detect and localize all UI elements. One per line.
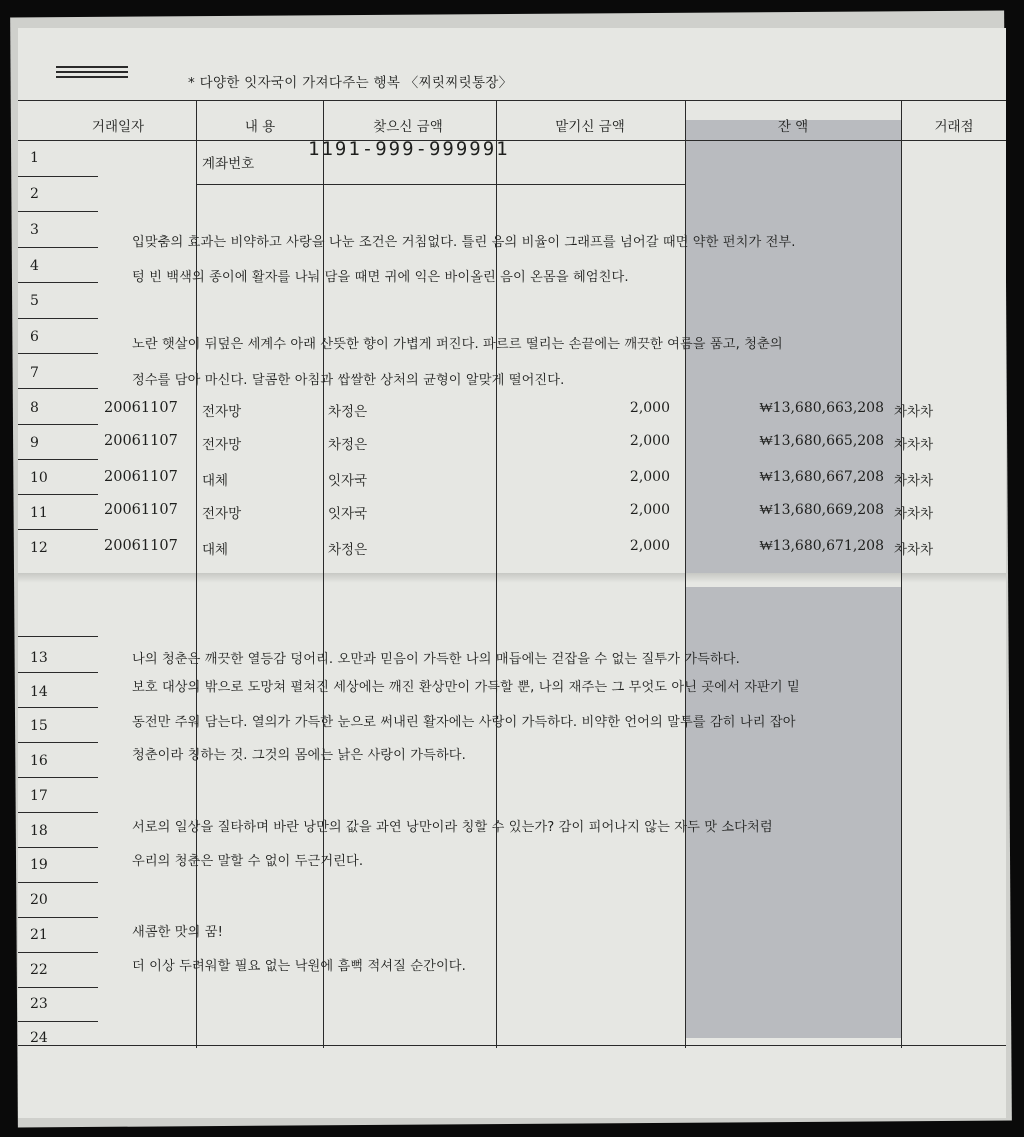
- slogan: * 다양한 잇자국이 가져다주는 행복 〈찌릿찌릿통장〉: [188, 75, 513, 91]
- poem-line: 노란 햇살이 뒤덮은 세계수 아래 산뜻한 향이 가볍게 퍼진다. 파르르 떨리는 손끝에는 깨끗한 여름을 품고, 청춘의: [132, 337, 783, 352]
- row-rule: [18, 742, 98, 743]
- row-number: 1: [30, 150, 39, 166]
- row-rule: [18, 459, 98, 460]
- row-number: 23: [30, 996, 48, 1012]
- txn-payee: 차정은: [328, 404, 368, 420]
- row-number: 17: [30, 788, 48, 804]
- txn-date: 20061107: [104, 469, 178, 485]
- txn-content: 전자망: [202, 437, 242, 453]
- poem-line: 우리의 청춘은 말할 수 없이 두근거린다.: [132, 854, 364, 869]
- row-rule: [18, 987, 98, 988]
- footer-line: [18, 1045, 1006, 1046]
- row-rule: [18, 812, 98, 813]
- poem-line: 입맞춤의 효과는 비약하고 사랑을 나눈 조건은 거침없다. 틀린 음의 비율이 그래프를 넘어갈 때면 약한 펀치가 전부.: [132, 235, 796, 250]
- txn-balance: ₩13,680,667,208: [759, 469, 884, 485]
- txn-branch: 차차차: [894, 542, 934, 558]
- txn-payee: 차정은: [328, 437, 368, 453]
- txn-branch: 차차차: [894, 437, 934, 453]
- row-rule: [18, 494, 98, 495]
- poem-line: 나의 청춘은 깨끗한 열등감 덩어리. 오만과 믿음이 가득한 나의 매듭에는 걷잡을 수 없는 질투가 가득하다.: [132, 652, 740, 667]
- row-number: 14: [30, 684, 48, 700]
- txn-balance: ₩13,680,665,208: [759, 433, 884, 449]
- txn-payee: 잇자국: [328, 506, 368, 522]
- account-label: 계좌번호: [202, 156, 255, 172]
- row-number: 16: [30, 753, 48, 769]
- header-bottom-line: [18, 140, 1006, 141]
- poem-line: 더 이상 두려워할 필요 없는 낙원에 흠뻑 적셔질 순간이다.: [132, 959, 466, 974]
- row-rule: [18, 282, 98, 283]
- poem-line: 보호 대상의 밖으로 도망쳐 펼쳐진 세상에는 깨진 환상만이 가득할 뿐, 나의 재주는 그 무엇도 아닌 곳에서 자판기 밑: [132, 680, 800, 695]
- page-fold: [18, 573, 1006, 587]
- account-number: 1191-999-999991: [308, 138, 510, 160]
- txn-amount: 2,000: [629, 400, 670, 416]
- row-number: 19: [30, 857, 48, 873]
- txn-date: 20061107: [104, 502, 178, 518]
- row-number: 20: [30, 892, 48, 908]
- txn-date: 20061107: [104, 433, 178, 449]
- row-number: 18: [30, 823, 48, 839]
- row-number: 24: [30, 1030, 48, 1046]
- txn-content: 전자망: [202, 404, 242, 420]
- txn-branch: 차차차: [894, 473, 934, 489]
- col-content-header: 내 용: [244, 119, 276, 135]
- col-balance-header: 잔 액: [777, 119, 809, 135]
- txn-payee: 차정은: [328, 542, 368, 558]
- row-number: 4: [30, 258, 39, 274]
- txn-amount: 2,000: [629, 433, 670, 449]
- row-rule: [18, 917, 98, 918]
- poem-line: 청춘이라 칭하는 것. 그것의 몸에는 낡은 사랑이 가득하다.: [132, 748, 466, 763]
- txn-date: 20061107: [104, 538, 178, 554]
- row-number: 10: [30, 470, 48, 486]
- row-rule: [18, 707, 98, 708]
- row-rule: [18, 636, 98, 637]
- txn-branch: 차차차: [894, 506, 934, 522]
- row-rule: [18, 777, 98, 778]
- row-rule: [18, 353, 98, 354]
- poem-line: 정수를 담아 마신다. 달콤한 아침과 쌉쌀한 상처의 균형이 알맞게 떨어진다.: [132, 373, 565, 388]
- divider-balance-bottom: [901, 588, 902, 1048]
- row-number: 8: [30, 400, 39, 416]
- col-withdrawal-header: 찾으신 금액: [373, 119, 443, 135]
- txn-balance: ₩13,680,671,208: [759, 538, 884, 554]
- row-rule: [18, 388, 98, 389]
- row-rule: [18, 247, 98, 248]
- logo-lines-icon: [56, 66, 128, 81]
- row-number: 6: [30, 329, 39, 345]
- txn-branch: 차차차: [894, 404, 934, 420]
- row-number: 22: [30, 962, 48, 978]
- header-top-line: [18, 100, 1006, 101]
- poem-line: 서로의 일상을 질타하며 바란 낭만의 값을 과연 낭만이라 칭할 수 있는가? 감이 피어나지 않는 자두 맛 소다처럼: [132, 820, 773, 835]
- row-number: 2: [30, 186, 39, 202]
- poem-line: 새콤한 맛의 꿈!: [132, 925, 224, 940]
- txn-payee: 잇자국: [328, 473, 368, 489]
- txn-amount: 2,000: [629, 538, 670, 554]
- poem-line: 동전만 주워 담는다. 열의가 가득한 눈으로 써내린 활자에는 사랑이 가득하다. 비약한 언어의 말투를 감히 나리 잡아: [132, 715, 796, 730]
- row-number: 21: [30, 927, 48, 943]
- col-deposit-header: 맡기신 금액: [555, 119, 625, 135]
- txn-balance: ₩13,680,663,208: [759, 400, 884, 416]
- row-number: 5: [30, 293, 39, 309]
- txn-content: 전자망: [202, 506, 242, 522]
- row-rule: [18, 672, 98, 673]
- row-number: 9: [30, 435, 39, 451]
- row-number: 11: [30, 505, 48, 521]
- row-rule: [18, 176, 98, 177]
- row-rule: [18, 424, 98, 425]
- row-rule: [18, 318, 98, 319]
- account-row-line: [196, 184, 685, 185]
- row-rule: [18, 952, 98, 953]
- txn-content: 대체: [202, 542, 229, 558]
- col-date-header: 거래일자: [91, 119, 145, 135]
- row-number: 7: [30, 365, 39, 381]
- txn-content: 대체: [202, 473, 229, 489]
- row-rule: [18, 1021, 98, 1022]
- col-branch-header: 거래점: [934, 119, 974, 135]
- txn-balance: ₩13,680,669,208: [759, 502, 884, 518]
- row-number: 15: [30, 718, 48, 734]
- row-rule: [18, 529, 98, 530]
- txn-amount: 2,000: [629, 502, 670, 518]
- row-number: 12: [30, 540, 48, 556]
- row-rule: [18, 211, 98, 212]
- row-number: 3: [30, 222, 39, 238]
- passbook-page: [18, 28, 1006, 1118]
- txn-date: 20061107: [104, 400, 178, 416]
- row-number: 13: [30, 650, 48, 666]
- poem-line: 텅 빈 백색의 종이에 활자를 나눠 담을 때면 귀에 익은 바이올린 음이 온몸을 헤엄친다.: [132, 270, 629, 285]
- row-rule: [18, 847, 98, 848]
- txn-amount: 2,000: [629, 469, 670, 485]
- row-rule: [18, 882, 98, 883]
